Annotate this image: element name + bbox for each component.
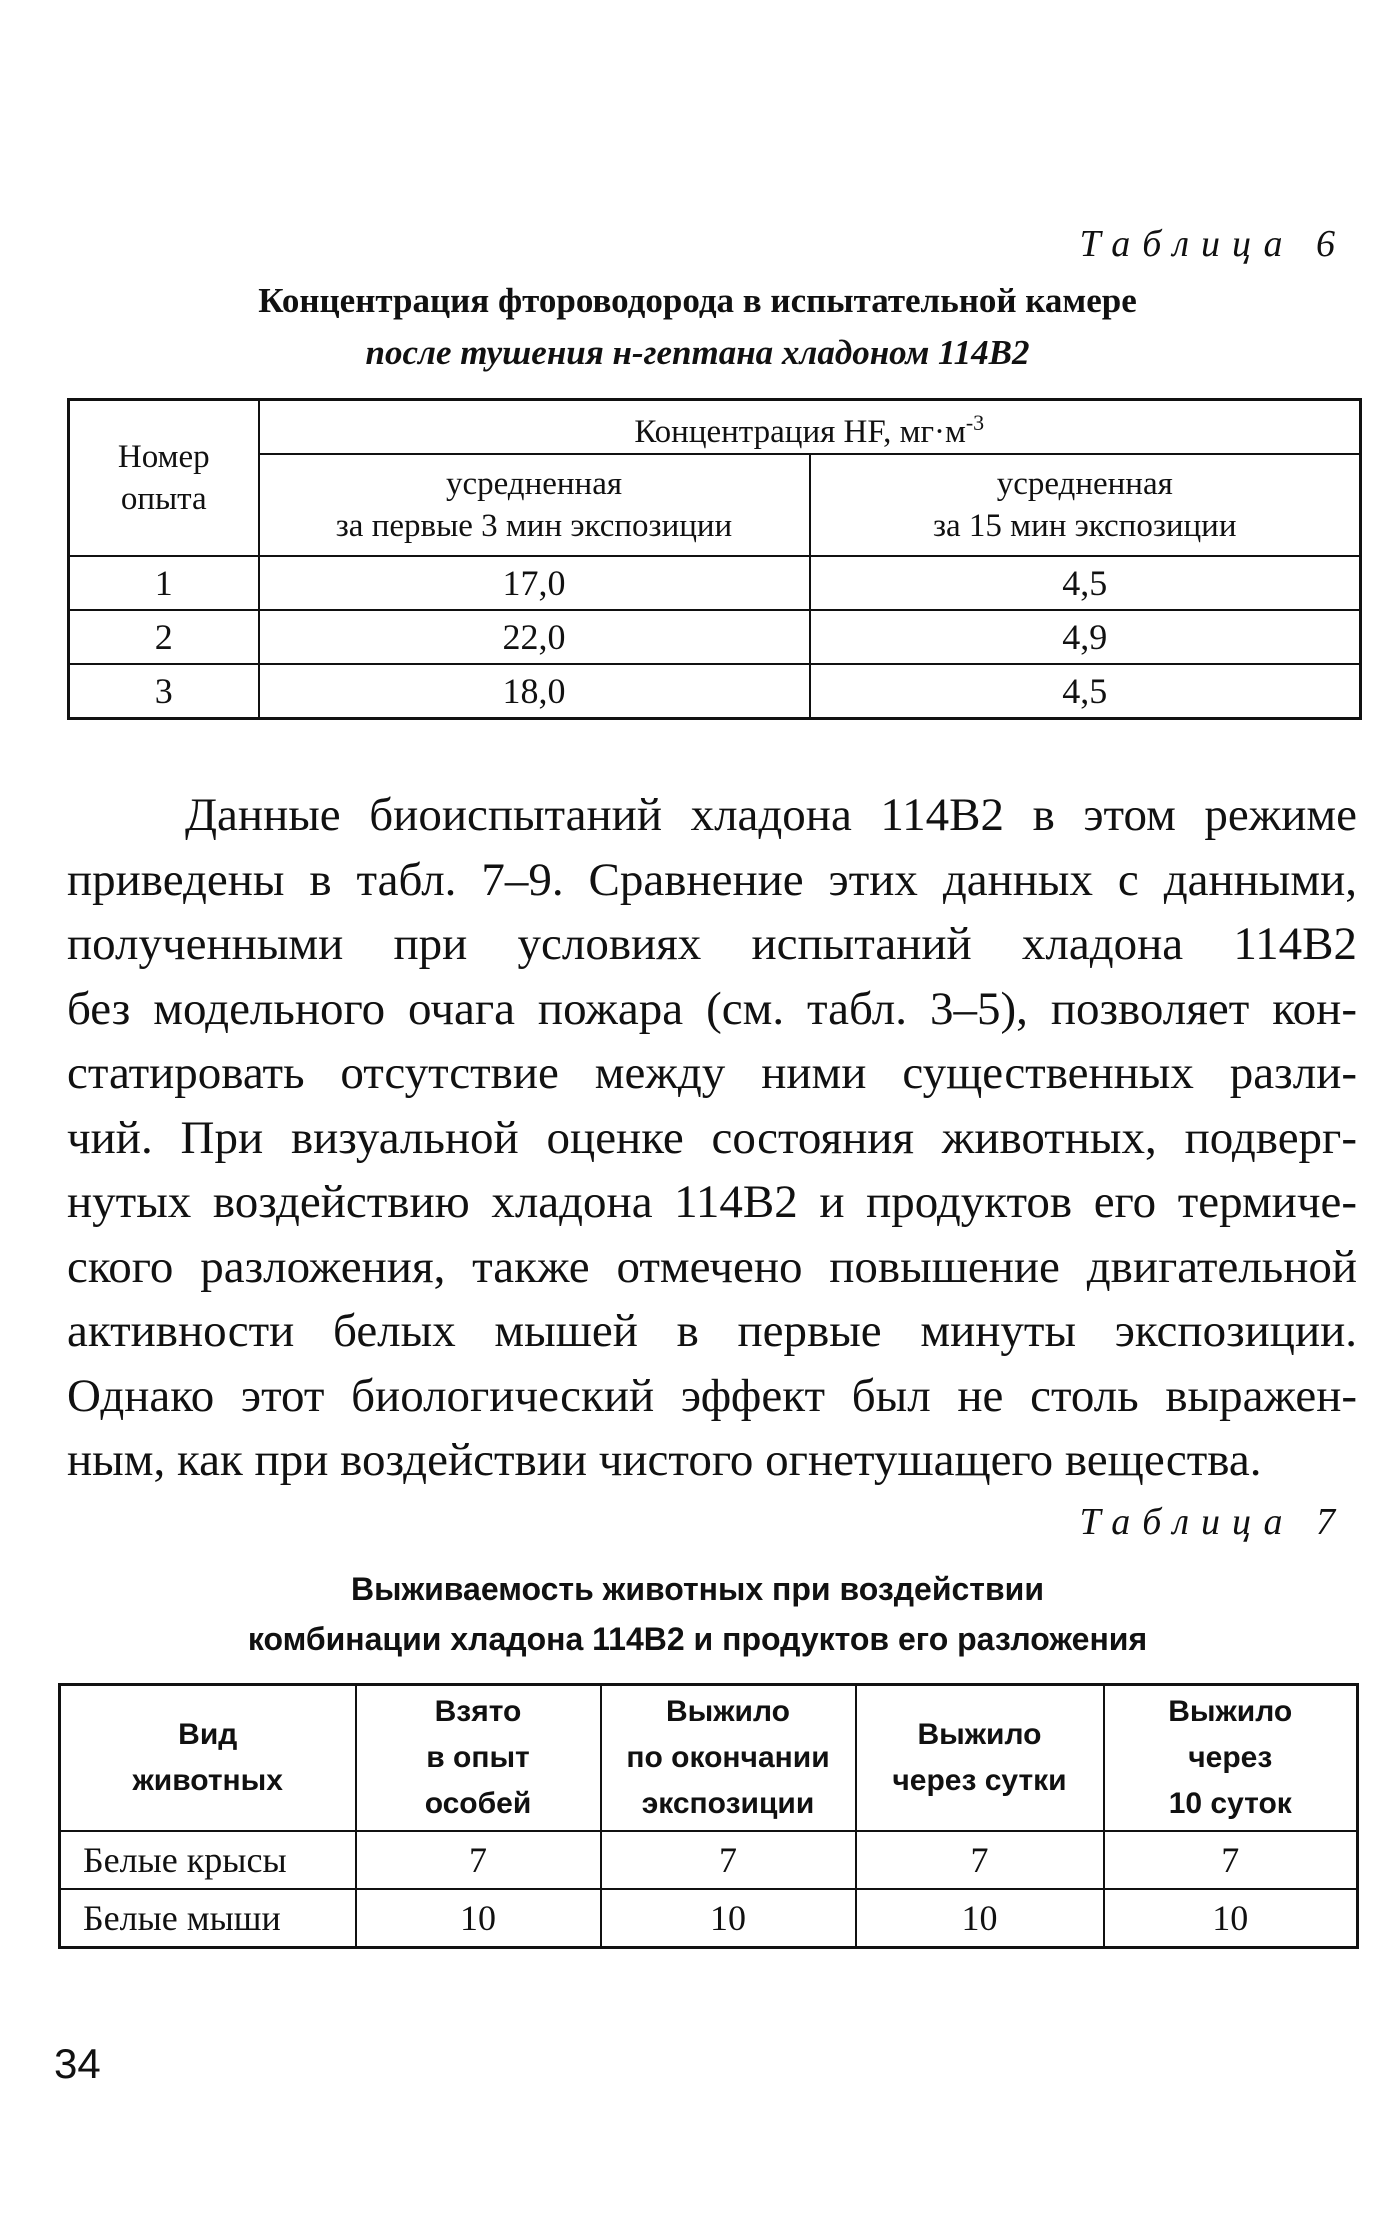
table-row (69, 556, 1361, 610)
body-line: ского разложения, также отмечено повышение двигательной (67, 1240, 1357, 1293)
header-survived-10-line2: через (1188, 1740, 1273, 1774)
table-row (60, 1831, 1358, 1889)
cell-avg3: 22,0 (259, 610, 810, 664)
cell-avg3: 18,0 (259, 664, 810, 719)
cell-taken: 10 (356, 1889, 601, 1948)
header-survived-day (856, 1685, 1104, 1831)
header-concentration-label: Концентрация HF, мг·м (634, 413, 966, 450)
table6 (67, 398, 1362, 720)
header-taken-line2: в опыт (426, 1740, 530, 1774)
cell-species: Белые крысы (60, 1831, 356, 1889)
header-species-line2: животных (132, 1763, 283, 1797)
header-avg15-line1: усредненная (996, 466, 1173, 502)
table7-title-line2: комбинации хладона 114В2 и продуктов его разложения (247, 1621, 1148, 1657)
header-avg3-line1: усредненная (445, 466, 623, 502)
header-taken-line1: Взято (434, 1694, 522, 1728)
header-survived-10-line3: 10 суток (1168, 1786, 1292, 1820)
header-survived-10-line1: Выжило (1168, 1694, 1293, 1728)
header-avg15 (810, 454, 1361, 556)
body-line: нутых воздействию хладона 114В2 и продуктов его термиче- (67, 1176, 1357, 1228)
header-survived-10 (1104, 1685, 1358, 1831)
header-survived-end-line1: Выжило (666, 1694, 790, 1728)
body-line: полученными при условиях испытаний хладона 114В2 (67, 918, 1357, 970)
table7-caption: Таблица 7 (1079, 1501, 1347, 1543)
table-row (60, 1889, 1358, 1948)
header-avg3 (259, 454, 810, 556)
header-survived-day-line1: Выжило (917, 1717, 1042, 1751)
header-taken (356, 1685, 601, 1831)
body-paragraph (67, 783, 1357, 1493)
header-avg3-line2: за первые 3 мин экспозиции (335, 508, 733, 544)
table7 (58, 1683, 1359, 1949)
page-number: 34 (54, 2040, 101, 2087)
header-survived-end-line3: экспозиции (641, 1786, 815, 1820)
cell-avg3: 17,0 (259, 556, 810, 610)
table6-title-line1: Концентрация фтороводорода в испытательной камере (258, 281, 1137, 320)
body-line: статировать отсутствие между ними существенных разли- (67, 1047, 1357, 1099)
cell-survived-end: 10 (601, 1889, 856, 1948)
cell-experiment: 1 (69, 556, 259, 610)
header-survived-day-line2: через сутки (892, 1763, 1067, 1797)
cell-survived-day: 10 (856, 1889, 1104, 1948)
body-line: активности белых мышей в первые минуты экспозиции. (67, 1305, 1357, 1357)
cell-avg15: 4,5 (810, 556, 1361, 610)
table-row (69, 664, 1361, 719)
cell-experiment: 2 (69, 610, 259, 664)
cell-species: Белые мыши (60, 1889, 356, 1948)
cell-taken: 7 (356, 1831, 601, 1889)
cell-survived-day: 7 (856, 1831, 1104, 1889)
header-species-line1: Вид (178, 1717, 238, 1751)
body-line: без модельного очага пожара (см. табл. 3–5), позволяет кон- (67, 982, 1357, 1035)
table-row (69, 610, 1361, 664)
cell-experiment: 3 (69, 664, 259, 719)
header-taken-line3: особей (424, 1786, 532, 1820)
header-survived-end-line2: по окончании (626, 1740, 830, 1774)
header-avg15-line2: за 15 мин экспозиции (933, 508, 1237, 544)
header-species (60, 1685, 356, 1831)
cell-survived-10: 7 (1104, 1831, 1358, 1889)
table7-title-line1: Выживаемость животных при воздействии (351, 1571, 1044, 1607)
header-experiment (69, 400, 259, 557)
cell-avg15: 4,5 (810, 664, 1361, 719)
table6-title-line2: после тушения н-гептана хладоном 114В2 (365, 333, 1030, 372)
body-line: ным, как при воздействии чистого огнетушащего вещества. (67, 1434, 1262, 1486)
header-survived-end (601, 1685, 856, 1831)
body-line: Данные биоиспытаний хладона 114В2 в этом режиме (185, 789, 1357, 841)
cell-survived-end: 7 (601, 1831, 856, 1889)
body-line: чий. При визуальной оценке состояния животных, подверг- (67, 1111, 1357, 1164)
cell-avg15: 4,9 (810, 610, 1361, 664)
header-experiment-label: Номер опыта (117, 439, 210, 517)
body-line: Однако этот биологический эффект был не столь выражен- (67, 1369, 1357, 1422)
header-concentration (259, 400, 1361, 455)
cell-survived-10: 10 (1104, 1889, 1358, 1948)
body-line: приведены в табл. 7–9. Сравнение этих данных с данными, (67, 853, 1357, 906)
table6-caption: Таблица 6 (1079, 223, 1347, 265)
header-concentration-exponent: -3 (965, 409, 985, 435)
